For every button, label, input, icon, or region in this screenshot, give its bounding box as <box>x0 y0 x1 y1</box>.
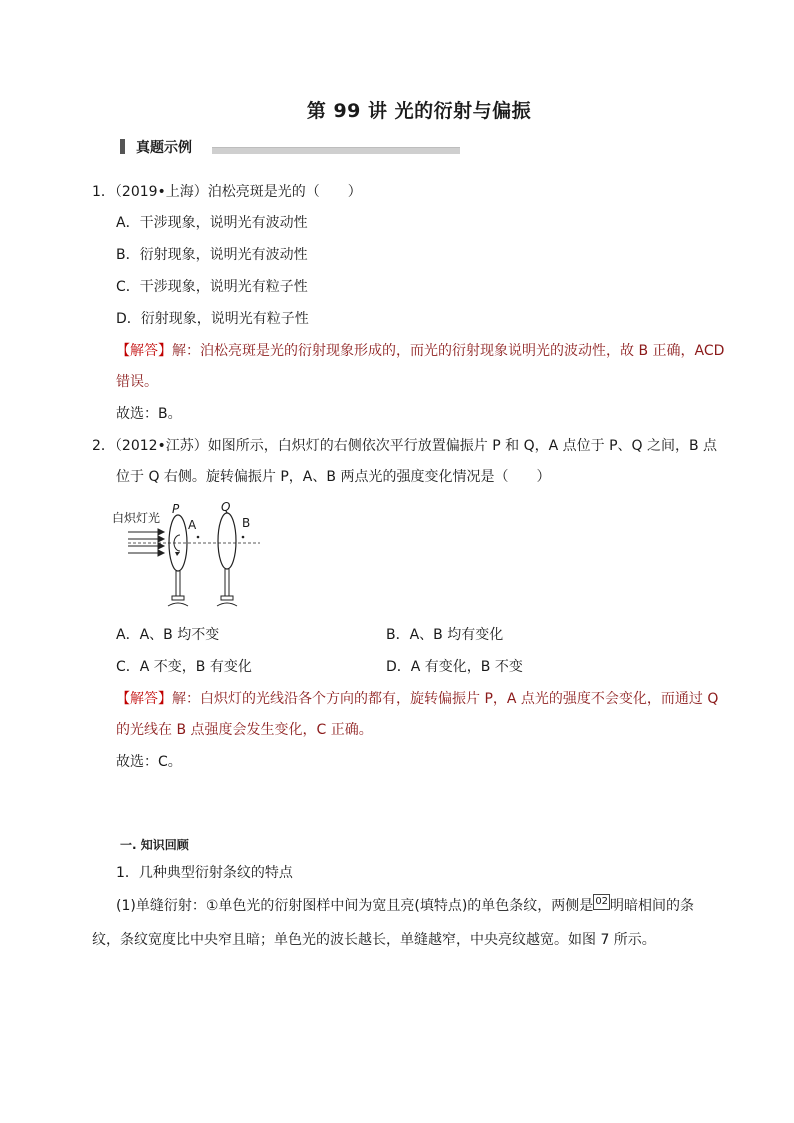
q1-answer-text: 解：泊松亮斑是光的衍射现象形成的，而光的衍射现象说明光的波动性，故 B 正确，ACD <box>172 343 725 359</box>
polarizer-p <box>168 515 188 606</box>
q1-choice: 故选：B。 <box>116 406 182 422</box>
paragraph-text-before: (1)单缝衍射：①单色光的衍射图样中间为宽且亮(填特点)的单色条纹，两侧是 <box>116 898 594 914</box>
q2-option-c: C．A 不变，B 有变化 <box>116 659 252 675</box>
page-title: 第 99 讲 光的衍射与偏振 <box>306 100 532 122</box>
q2-option-a: A．A、B 均不变 <box>116 627 220 643</box>
point-a <box>197 536 200 539</box>
section-marker <box>120 139 125 154</box>
q1-option-c: C．干涉现象，说明光有粒子性 <box>116 279 308 295</box>
q2-answer-tag: 【解答】 <box>116 691 172 707</box>
q1-option-d: D．衍射现象，说明光有粒子性 <box>116 311 309 327</box>
figure-light-label: 白炽灯光 <box>112 511 161 525</box>
q1-option-b: B．衍射现象，说明光有波动性 <box>116 247 308 263</box>
q1-option-a: A．干涉现象，说明光有波动性 <box>116 215 308 231</box>
q2-stem-line1: 2．（2012•江苏）如图所示，白炽灯的右侧依次平行放置偏振片 P 和 Q，A 点位于 P、Q 之间，B 点 <box>92 438 718 454</box>
q2-answer <box>116 689 718 709</box>
q2-answer-cont: 的光线在 B 点强度会发生变化，C 正确。 <box>116 722 373 738</box>
polarizer-figure <box>108 500 268 615</box>
knowledge-heading: 一. 知识回顾 <box>120 838 189 852</box>
label-a: A <box>188 518 197 532</box>
label-p: P <box>172 502 180 516</box>
q2-answer-text: 解：白炽灯的光线沿各个方向的都有，旋转偏振片 P，A 点光的强度不会变化，而通过 Q <box>172 691 719 707</box>
q1-answer <box>116 341 724 361</box>
q2-stem-line2: 位于 Q 右侧。旋转偏振片 P，A、B 两点光的强度变化情况是（ ） <box>116 469 551 485</box>
knowledge-paragraph-line1 <box>116 896 694 916</box>
polarizer-q <box>217 513 237 606</box>
incident-light-arrows <box>128 529 164 556</box>
paragraph-text-after: 明暗相间的条 <box>610 898 695 914</box>
q2-option-d: D．A 有变化，B 不变 <box>386 659 523 675</box>
knowledge-item-1: 1．几种典型衍射条纹的特点 <box>116 865 293 881</box>
point-b <box>242 536 245 539</box>
q1-answer-cont: 错误。 <box>116 374 158 390</box>
section-label: 真题示例 <box>136 140 192 156</box>
q2-option-b: B．A、B 均有变化 <box>386 627 504 643</box>
knowledge-paragraph-line2: 纹，条纹宽度比中央窄且暗；单色光的波长越长，单缝越窄，中央亮纹越宽。如图 7 所示。 <box>92 932 656 948</box>
blank-number-box: 02 <box>593 894 610 910</box>
section-divider <box>212 147 460 154</box>
q2-choice: 故选：C。 <box>116 754 182 770</box>
label-b: B <box>242 516 251 530</box>
q1-answer-tag: 【解答】 <box>116 343 172 359</box>
label-q: Q <box>221 500 231 514</box>
q1-stem: 1．（2019•上海）泊松亮斑是光的（ ） <box>92 184 362 200</box>
